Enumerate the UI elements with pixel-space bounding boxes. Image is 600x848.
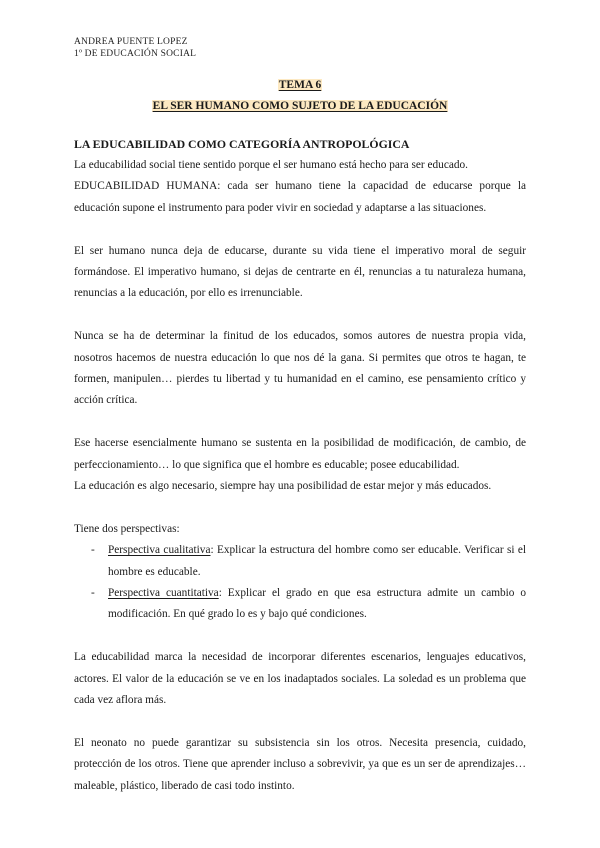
paragraph-3: El ser humano nunca deja de educarse, durante su vida tiene el imperativo moral de seguir formándose. El imperativo humano, si dejas de centrarte en él, renuncias a tu naturaleza humana, renuncias a la educación, por ello es irrenunciable. [74,244,526,300]
title-block [0,78,600,113]
page-header [74,36,196,60]
paragraph-1: La educabilidad social tiene sentido porque el ser humano está hecho para ser educado. [74,159,468,171]
paragraph-5: Ese hacerse esencialmente humano se sustenta en la posibilidad de modificación, de cambio, de perfeccionamiento… lo que significa que el hombre es educable; posee educabilidad. [74,437,526,471]
list-item [74,583,526,626]
author-name: ANDREA PUENTE LOPEZ [74,37,188,47]
paragraph-8: La educabilidad marca la necesidad de incorporar diferentes escenarios, lenguajes educativos, actores. El valor de la educación se ve en los inadaptados sociales. La soledad es un problema que cada vez aflora más. [74,651,526,707]
perspective-text: : Explicar la estructura del hombre como ser educable. Verificar si el hombre es educable. [108,544,526,578]
perspectives-list [74,540,526,626]
paragraph-6: La educación es algo necesario, siempre hay una posibilidad de estar mejor y más educados. [74,480,492,493]
topic-subtitle: EL SER HUMANO COMO SUJETO DE LA EDUCACIÓN [152,100,448,112]
section-heading: LA EDUCABILIDAD COMO CATEGORÍA ANTROPOLÓGICA [74,137,410,151]
spacer [74,626,526,647]
spacer [74,497,526,518]
spacer [74,711,526,732]
spacer [74,412,526,433]
list-dash: - [91,544,95,557]
list-dash: - [91,587,95,600]
paragraph-4: Nunca se ha de determinar la finitud de los educados, somos autores de nuestra propia vida, nosotros hacemos de nuestra educación lo que nos dé la gana. Si permites que otros te hagan, te formen, manipulen… pierdes tu libertad y tu humanidad en el camino, ese pensamiento crítico y acción crítica. [74,330,526,407]
paragraph-9: El neonato no puede garantizar su subsistencia sin los otros. Necesita presencia, cuidado, protección de los otros. Tiene que aprender incluso a sobrevivir, ya que es un ser de aprendizajes… maleable, plástico, liberado de casi todo instinto. [74,736,526,792]
course-name: 1º DE EDUCACIÓN SOCIAL [74,49,197,59]
topic-title: TEMA 6 [278,79,322,91]
list-item [74,540,526,583]
paragraph-2: EDUCABILIDAD HUMANA: cada ser humano tiene la capacidad de educarse porque la educación supone el instrumento para poder vivir en sociedad y adaptarse a las situaciones. [74,180,526,214]
perspective-text: : Explicar el grado en que esa estructura admite un cambio o modificación. En qué grado lo es y bajo qué condiciones. [108,587,527,621]
spacer [74,305,526,326]
document-body [74,134,526,797]
paragraph-7: Tiene dos perspectivas: [74,522,180,535]
perspective-term: Perspectiva cuantitativa [108,587,219,600]
perspective-term: Perspectiva cualitativa [108,544,211,557]
spacer [74,219,526,240]
